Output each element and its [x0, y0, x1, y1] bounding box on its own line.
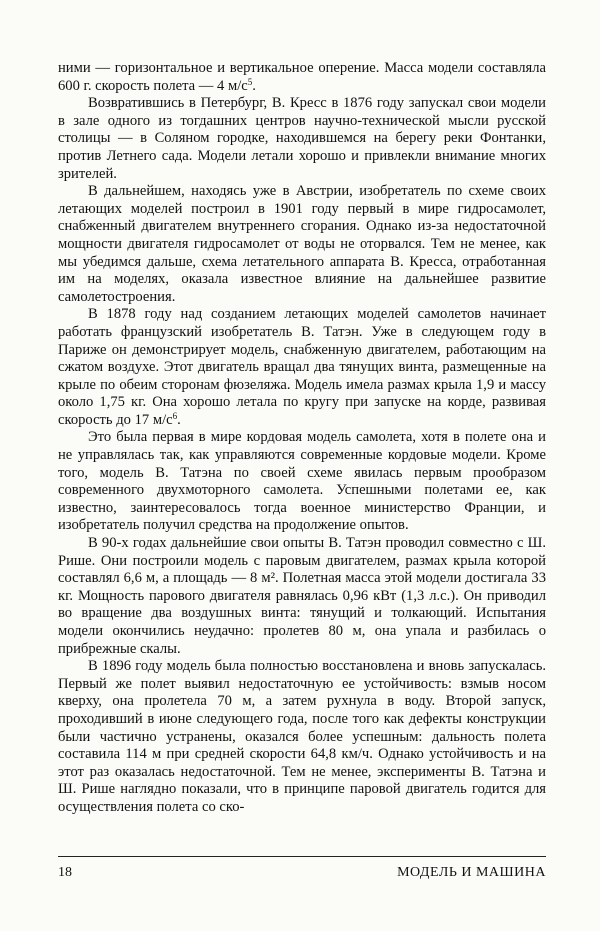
page-footer	[58, 864, 546, 882]
paragraph-text: В 1878 году над созданием летающих моделей самолетов начинает работать французский изобретатель В. Татэн. Уже в следующем году в Париже он демонстрирует модель, снабженную двигателем, работающим на сжатом воздухе. Этот двигатель вращал два тянущих винта, размещенные на крыле по обеим сторонам фюзеляжа. Модель имела размах крыла 1,9 и массу около 1,75 кг. Она хорошо летала по кругу при запуске на корде, развивая скорость до 17 м/с	[58, 306, 546, 428]
footnote-ref: 5	[247, 76, 253, 87]
paragraph-5	[58, 429, 546, 535]
body-text	[58, 60, 546, 817]
paragraph-text: ними — горизонтальное и вертикальное оперение. Масса модели составляла 600 г. скорость полета — 4 м/с	[58, 60, 546, 94]
paragraph-1	[58, 60, 546, 95]
paragraph-text: В 90-х годах дальнейшие свои опыты В. Татэн проводил совместно с Ш. Рише. Они построили модель с паровым двигателем, размах крыла которой составлял 6,6 м, а площадь — 8 м². Полетная масса этой модели достигала 33 кг. Мощность парового двигателя равнялась 0,96 кВт (1,3 л.с.). Он приводил во вращение два воздушных винта: тянущий и толкающий. Испытания модели окончились неудачно: пролетев 80 м, она упала и разбилась о прибрежные скалы.	[58, 535, 546, 657]
footer-rule	[58, 856, 546, 857]
footnote-ref: 6	[172, 410, 178, 421]
paragraph-tail: .	[252, 77, 256, 94]
page-number: 18	[58, 865, 72, 880]
running-title: МОДЕЛЬ И МАШИНА	[397, 865, 546, 880]
paragraph-3	[58, 183, 546, 306]
paragraph-6	[58, 535, 546, 658]
paragraph-text: Возвратившись в Петербург, В. Кресс в 1876 году запускал свои модели в зале одного из тогдашних центров научно-технической мысли русской столицы — в Соляном городке, находившемся на берегу реки Фонтанки, против Летнего сада. Модели летали хорошо и привлекли внимание многих зрителей.	[58, 95, 546, 182]
paragraph-7	[58, 658, 546, 816]
paragraph-text: В дальнейшем, находясь уже в Австрии, изобретатель по схеме своих летающих моделей построил в 1901 году первый в мире гидросамолет, снабженный двигателем внутреннего сгорания. Однако из-за недостаточной мощности двигателя гидросамолет от воды не оторвался. Тем не менее, как мы убедимся дальше, схема летательного аппарата В. Кресса, отработанная им на моделях, оказала известное влияние на дальнейшее развитие самолетостроения.	[58, 183, 546, 305]
paragraph-tail: .	[177, 411, 181, 428]
paragraph-4	[58, 306, 546, 429]
paragraph-text: В 1896 году модель была полностью восстановлена и вновь запускалась. Первый же полет выявил недостаточную ее устойчивость: взмыв носом кверху, она пролетела 70 м, а затем рухнула в воду. Второй запуск, проходивший в июне следующего года, после того как дефекты конструкции были частично устранены, оказался более успешным: дальность полета составила 114 м при средней скорости 64,8 км/ч. Однако устойчивость и на этот раз оказалась недостаточной. Тем не менее, эксперименты В. Татэна и Ш. Рише наглядно показали, что в принципе паровой двигатель годится для осуществления полета со ско-	[58, 658, 546, 815]
paragraph-text: Это была первая в мире кордовая модель самолета, хотя в полете она и не управлялась так, как управляются современные кордовые модели. Кроме того, модель В. Татэна по своей схеме явилась первым прообразом современного двухмоторного самолета. Успешными полетами ее, как известно, заинтересовалось тогда военное министерство Франции, и изобретатель получил средства на продолжение опытов.	[58, 429, 546, 534]
paragraph-2	[58, 95, 546, 183]
